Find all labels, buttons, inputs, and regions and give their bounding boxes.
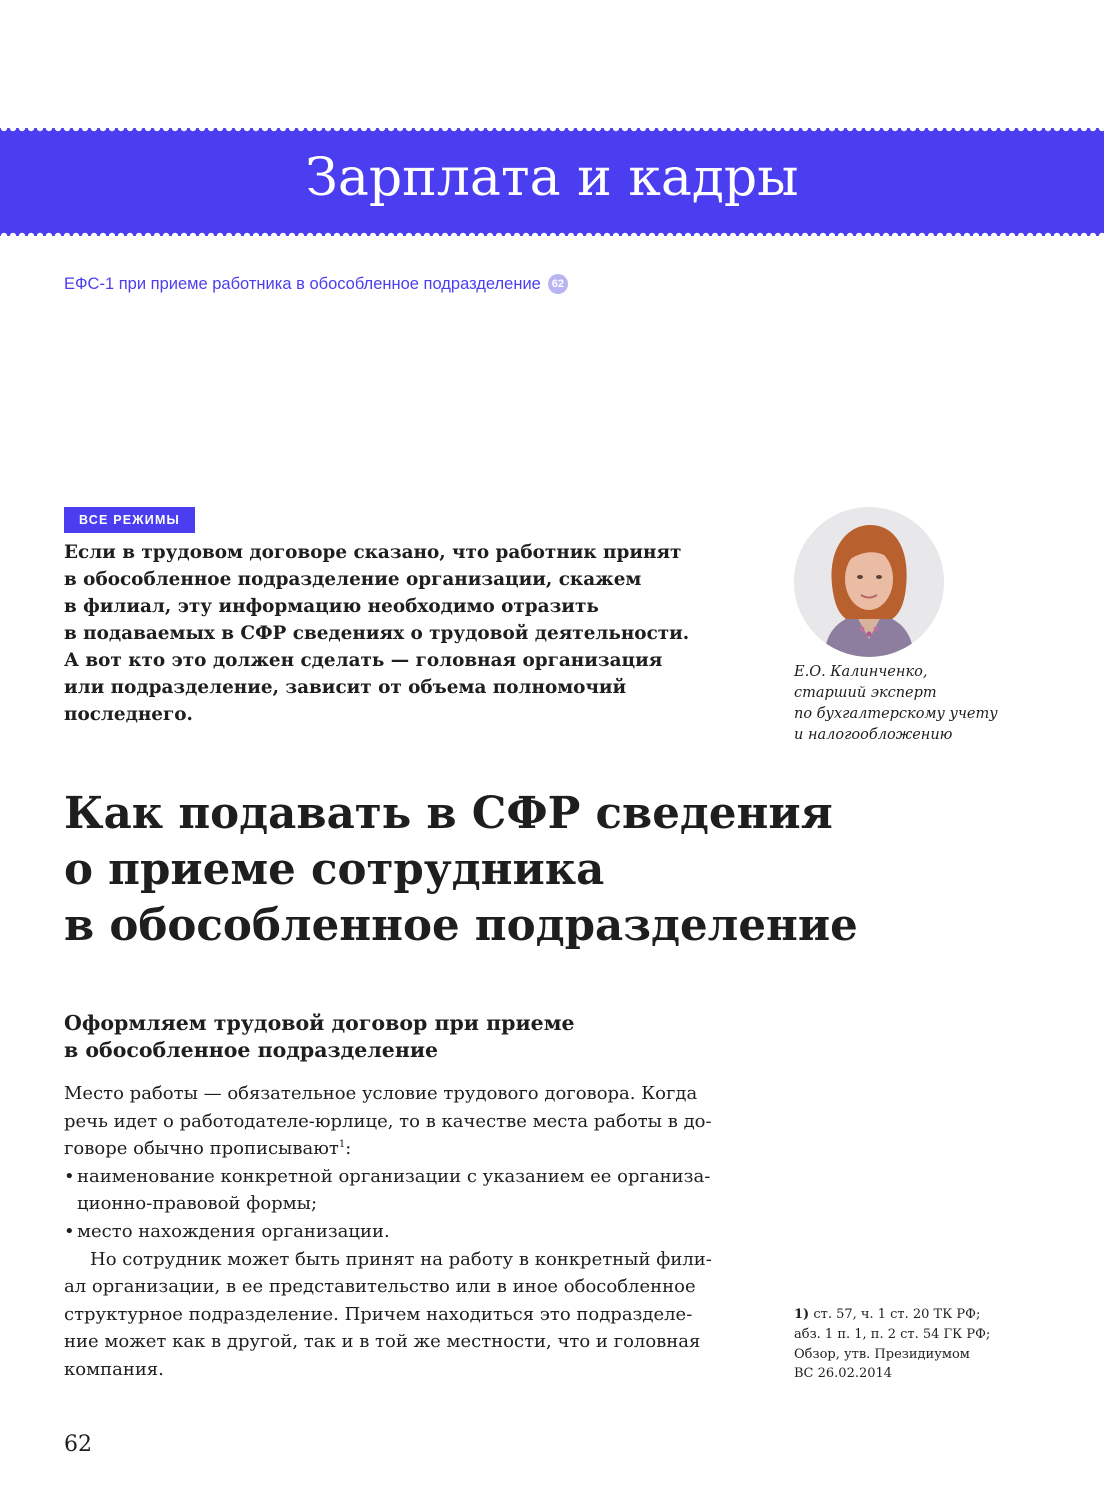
banner-scallop-bottom bbox=[0, 232, 1104, 240]
subhead-line: в обособленное подразделение bbox=[64, 1038, 439, 1062]
body-text bbox=[64, 1080, 744, 1384]
body-line: структурное подразделение. Причем находиться это подразделе- bbox=[64, 1303, 693, 1325]
footnote-marker: 1) bbox=[794, 1307, 810, 1322]
lead-line: А вот кто это должен сделать — головная организация bbox=[64, 650, 663, 671]
author-portrait-illustration bbox=[794, 507, 944, 657]
page-badge: 62 bbox=[548, 274, 568, 294]
list-item-text: наименование конкретной организации с указанием ее организа- bbox=[77, 1165, 711, 1187]
page-number: 62 bbox=[64, 1432, 92, 1457]
footnote-line: Обзор, утв. Президиумом bbox=[794, 1346, 970, 1362]
body-line-text: говоре обычно прописывают bbox=[64, 1138, 339, 1160]
lead-line: в подаваемых в СФР сведениях о трудовой деятельности. bbox=[64, 623, 690, 644]
list-item-text: место нахождения организации. bbox=[77, 1220, 390, 1242]
footnote-ref[interactable]: 1 bbox=[338, 1139, 346, 1151]
article-headline bbox=[64, 786, 964, 954]
list-item-continuation: ционно-правовой формы; bbox=[77, 1193, 318, 1215]
body-line-tail: : bbox=[345, 1138, 352, 1160]
body-line: ние может как в другой, так и в той же местности, что и головная bbox=[64, 1331, 701, 1353]
headline-line: Как подавать в СФР сведения bbox=[64, 788, 833, 839]
section-title: Зарплата и кадры bbox=[305, 148, 799, 208]
body-line: речь идет о работодателе-юрлице, то в качестве места работы в до- bbox=[64, 1110, 712, 1132]
footnote-line: ВС 26.02.2014 bbox=[794, 1366, 893, 1382]
footnote-line bbox=[794, 1305, 1044, 1325]
related-article-title: ЕФС-1 при приеме работника в обособленное подразделение bbox=[64, 274, 541, 293]
footnote bbox=[794, 1305, 1044, 1384]
lead-line: Если в трудовом договоре сказано, что работник принят bbox=[64, 542, 682, 563]
section-subheading bbox=[64, 1010, 764, 1064]
related-article-link[interactable] bbox=[64, 274, 568, 294]
author-photo bbox=[794, 507, 944, 657]
lead-line: в филиал, эту информацию необходимо отразить bbox=[64, 596, 599, 617]
section-banner bbox=[0, 128, 1104, 236]
list-item bbox=[64, 1163, 744, 1191]
body-line: Но сотрудник может быть принят на работу в конкретный фили- bbox=[90, 1248, 712, 1270]
footnote-text: ст. 57, ч. 1 ст. 20 ТК РФ; bbox=[813, 1307, 981, 1322]
lead-line: последнего. bbox=[64, 704, 193, 725]
author-role-line: старший эксперт bbox=[794, 685, 937, 701]
bullet-mark: • bbox=[64, 1220, 75, 1242]
lead-line: или подразделение, зависит от объема полномочий bbox=[64, 677, 627, 698]
headline-line: в обособленное подразделение bbox=[64, 900, 858, 951]
body-line: Место работы — обязательное условие трудового договора. Когда bbox=[64, 1083, 698, 1104]
lead-paragraph bbox=[64, 539, 764, 728]
bullet-mark: • bbox=[64, 1165, 75, 1187]
subhead-line: Оформляем трудовой договор при приеме bbox=[64, 1011, 575, 1035]
list-item bbox=[64, 1218, 744, 1246]
banner-scallop-top bbox=[0, 124, 1104, 132]
lead-line: в обособленное подразделение организации, скажем bbox=[64, 569, 642, 590]
author-role-line: и налогообложению bbox=[794, 727, 953, 743]
author-role-line: по бухгалтерскому учету bbox=[794, 706, 998, 722]
body-line: компания. bbox=[64, 1358, 164, 1380]
body-line bbox=[64, 1135, 744, 1163]
footnote-line: абз. 1 п. 1, п. 2 ст. 54 ГК РФ; bbox=[794, 1326, 991, 1342]
body-line: ал организации, в ее представительство или в иное обособленное bbox=[64, 1276, 696, 1298]
author-name: Е.О. Калинченко, bbox=[794, 664, 928, 680]
author-caption bbox=[794, 662, 1054, 746]
regime-tag: ВСЕ РЕЖИМЫ bbox=[64, 507, 195, 533]
headline-line: о приеме сотрудника bbox=[64, 844, 605, 895]
